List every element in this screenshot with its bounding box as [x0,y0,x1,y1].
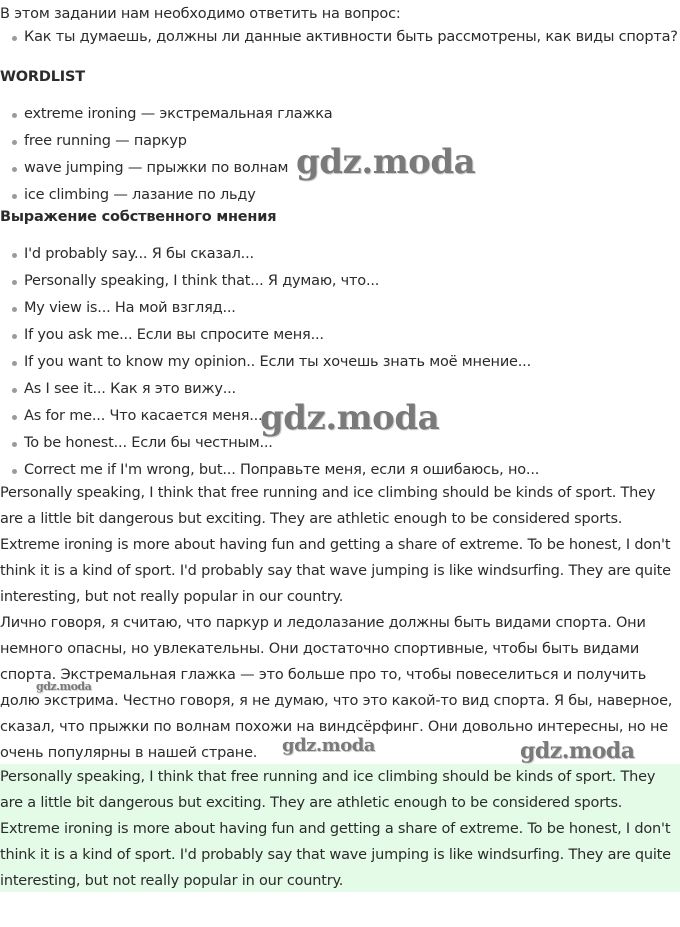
wordlist-item: wave jumping — прыжки по волнам [0,155,333,182]
opinion-item: As for me... Что касается меня... [0,403,539,430]
answer-english: Personally speaking, I think that free running and ice climbing should be kinds of sport. They are a little bit dangerous but exciting. They are athletic enough to be considered sports. Extreme ironing is more about having fun and getting a share of extreme. To be honest, I don't think it is a kind of sport. I'd probably say that wave jumping is like windsurfing. They are quite interesting, but not really popular in our country. [0,485,671,605]
watermark: gdz.moda [296,142,476,182]
wordlist-list [0,101,333,209]
opinion-item: If you ask me... Если вы спросите меня... [0,322,539,349]
wordlist-heading: WORDLIST [0,69,85,85]
opinion-item: Personally speaking, I think that... Я думаю, что... [0,268,539,295]
answer-russian: Лично говоря, я считаю, что паркур и ледолазание должны быть видами спорта. Они немного опасны, но увлекательны. Они достаточно спортивные, чтобы быть видами спорта. Экстремальная глажка — это больше про то, чтобы повеселиться и получить долю экстрима. Честно говоря, я не думаю, что это какой-то вид спорта. Я бы, наверное, сказал, что прыжки по волнам похожи на виндсёрфинг. Они довольно интересны, но не очень популярны в нашей стране. [0,615,673,761]
question-list [0,24,678,51]
opinion-item: As I see it... Как я это вижу... [0,376,539,403]
opinion-item: To be honest... Если бы честным... [0,430,539,457]
opinion-heading: Выражение собственного мнения [0,209,277,225]
opinion-item: Correct me if I'm wrong, but... Поправьте меня, если я ошибаюсь, но... [0,457,539,484]
opinion-item: If you want to know my opinion.. Если ты хочешь знать моё мнение... [0,349,539,376]
watermark: gdz.moda [282,735,375,756]
watermark: gdz.moda [36,680,92,693]
wordlist-item: extreme ironing — экстремальная глажка [0,101,333,128]
wordlist-item: free running — паркур [0,128,333,155]
wordlist-item: ice climbing — лазание по льду [0,182,333,209]
opinion-item: I'd probably say... Я бы сказал... [0,241,539,268]
opinion-list [0,241,539,484]
intro-text: В этом задании нам необходимо ответить на вопрос: [0,6,401,22]
question-item: Как ты думаешь, должны ли данные активности быть рассмотрены, как виды спорта? [0,24,678,51]
opinion-item: My view is... На мой взгляд... [0,295,539,322]
watermark: gdz.moda [260,398,440,438]
watermark: gdz.moda [520,738,635,764]
answer-english-highlighted: Personally speaking, I think that free running and ice climbing should be kinds of sport. They are a little bit dangerous but exciting. They are athletic enough to be considered sports. Extreme ironing is more about having fun and getting a share of extreme. To be honest, I don't think it is a kind of sport. I'd probably say that wave jumping is like windsurfing. They are quite interesting, but not really popular in our country. [0,764,680,892]
